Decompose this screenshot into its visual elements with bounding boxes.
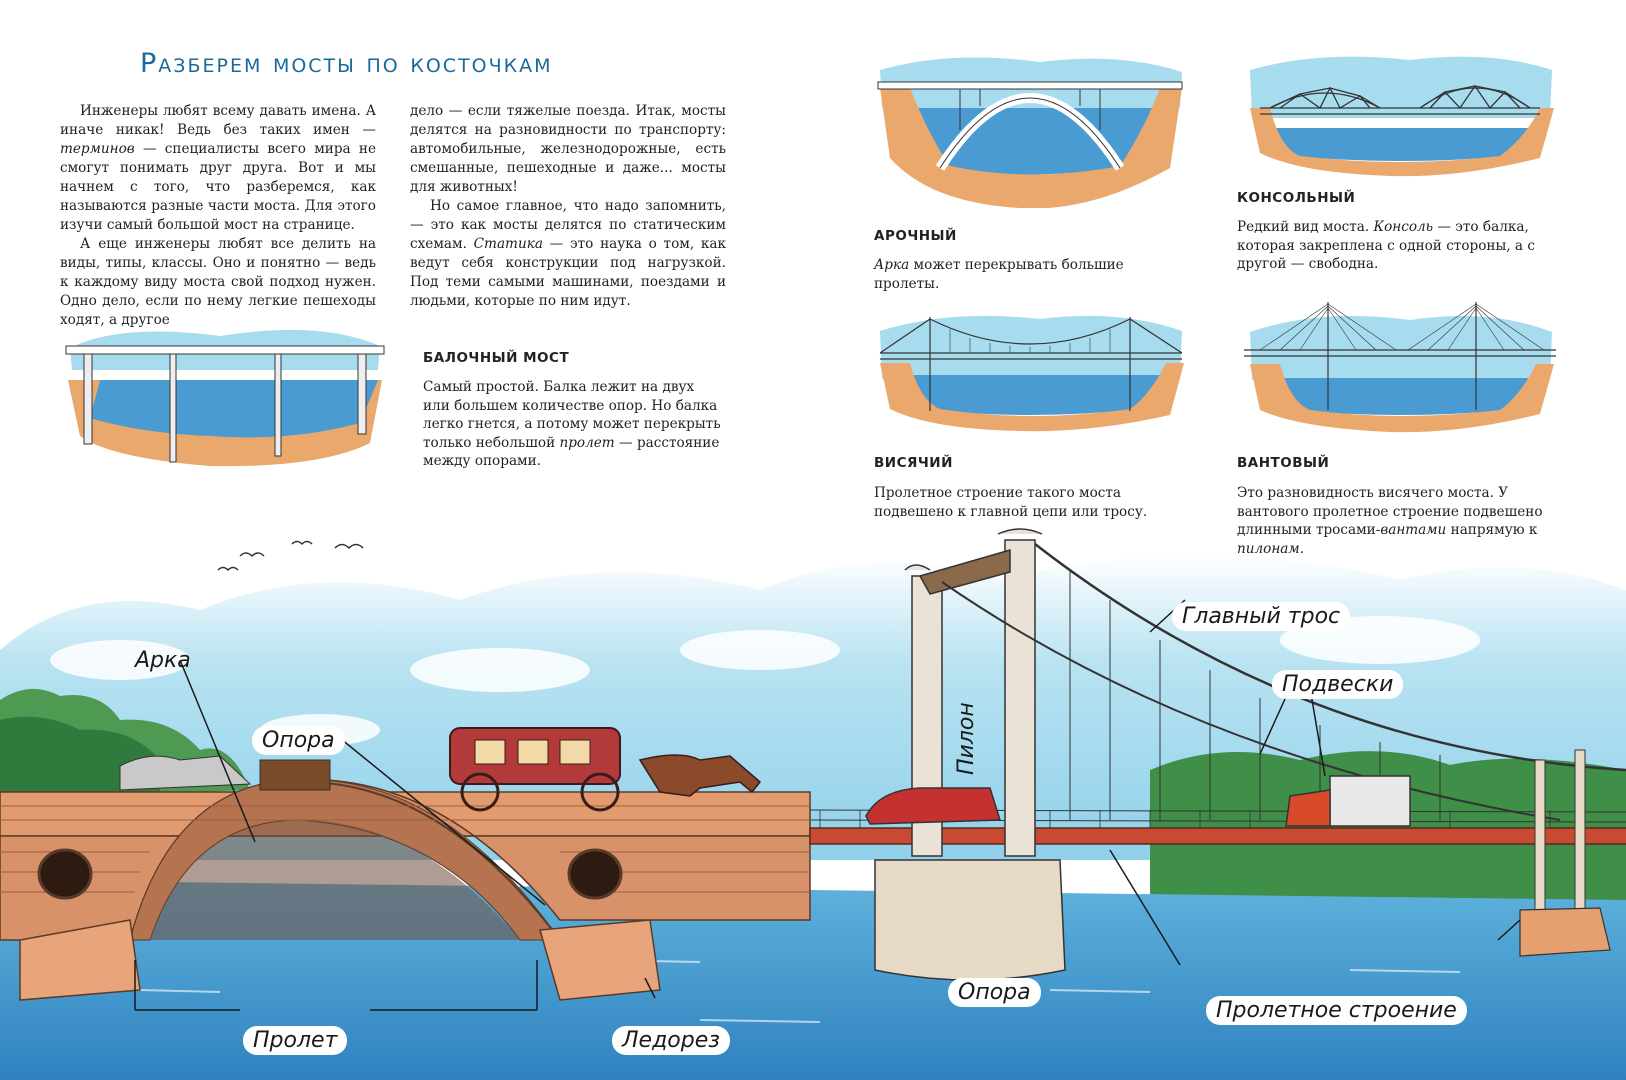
label-hangers: Подвески: [1272, 670, 1403, 699]
text: Самый простой. Балка лежит на двух или большем количестве опор. Но балка легко гнется, а потому может перекрыть только небольшой: [423, 379, 721, 451]
arch-bridge-heading: АРОЧНЫЙ: [874, 228, 957, 244]
text: — это балка, которая закреплена с одной стороны, а с другой — свободна.: [1237, 219, 1535, 272]
cantilever-bridge-illustration: [1240, 48, 1560, 178]
intro-left-paragraph-2: А еще инженеры любят все делить на виды, типы, классы. Оно и понятно — ведь к каждому виду моста свой подход нужен. Одно дело, если по нему легкие пешеходы ходят, а другое: [60, 236, 376, 328]
term-emphasis: Консоль: [1373, 219, 1434, 235]
term-emphasis: пилонам: [1237, 540, 1300, 557]
text: — специалисты всего мира не смогут понимать друг друга. Вот и мы начнем с того, что разберемся, как называются разные части моста. Для этого изучи самый большой мост на странице.: [60, 141, 376, 233]
text: Это разновидность висячего моста. У вантового пролетное строение подвешено длинными тросами-: [1237, 485, 1543, 538]
arch-bridge-illustration: [870, 48, 1190, 208]
beam-bridge-illustration: [60, 318, 390, 478]
intro-left-column: [60, 102, 376, 330]
term-emphasis: Статика: [473, 236, 543, 252]
suspension-bridge-heading: ВИСЯЧИЙ: [874, 455, 953, 471]
cantilever-bridge-heading: КОНСОЛЬНЫЙ: [1237, 190, 1356, 206]
cable-stayed-bridge-illustration: [1240, 298, 1560, 438]
cantilever-bridge-description: [1237, 218, 1537, 274]
text: Редкий вид моста.: [1237, 219, 1374, 235]
text: Инженеры любят всему давать имена. А иначе никак! Ведь без таких имен —: [60, 103, 376, 138]
term-emphasis: терминов: [60, 141, 135, 157]
suspension-bridge-description: Пролетное строение такого моста подвешено к главной цепи или тросу.: [874, 485, 1148, 520]
text: — расстояние между опорами.: [423, 434, 720, 469]
arch-bridge-description: [874, 256, 1174, 293]
intro-right-column: [410, 102, 726, 311]
label-pier-left: Опора: [252, 726, 345, 755]
term-emphasis: Арка: [874, 257, 910, 273]
beam-bridge-description: [423, 378, 723, 471]
text: .: [1299, 540, 1305, 557]
beam-bridge-heading: БАЛОЧНЫЙ МОСТ: [423, 350, 570, 366]
label-pylon: Пилон: [954, 702, 979, 775]
intro-right-paragraph-2: [410, 197, 726, 311]
label-pier-right: Опора: [948, 978, 1041, 1007]
text: Но самое главное, что надо запомнить, — это как мосты делятся по статическим схемам.: [410, 198, 726, 252]
page-title: Разберем мосты по косточкам: [140, 48, 553, 79]
intro-left-paragraph-1: [60, 102, 376, 235]
label-icebreaker: Ледорез: [612, 1026, 730, 1055]
term-emphasis: вантами: [1380, 522, 1447, 538]
label-span: Пролет: [243, 1026, 347, 1055]
term-emphasis: пролет: [559, 434, 615, 451]
text: может перекрывать большие пролеты.: [874, 257, 1124, 292]
label-deck: Пролетное строение: [1206, 996, 1467, 1025]
intro-right-paragraph-1: дело — если тяжелые поезда. Итак, мосты делятся на разновидности по транспорту: автомобильные, железнодорожные, есть смешанные, пешеходные и даже... мосты для животных!: [410, 103, 726, 195]
suspension-bridge-illustration: [870, 305, 1190, 435]
text: напрямую к: [1446, 522, 1538, 538]
text: — это наука о том, как ведут себя конструкции под нагрузкой. Под теми самыми машинами, поездами и людьми, которые по ним идут.: [410, 236, 727, 309]
label-main-cable: Главный трос: [1172, 602, 1350, 631]
label-arch: Арка: [135, 648, 191, 673]
cable-stayed-bridge-heading: ВАНТОВЫЙ: [1237, 455, 1330, 471]
